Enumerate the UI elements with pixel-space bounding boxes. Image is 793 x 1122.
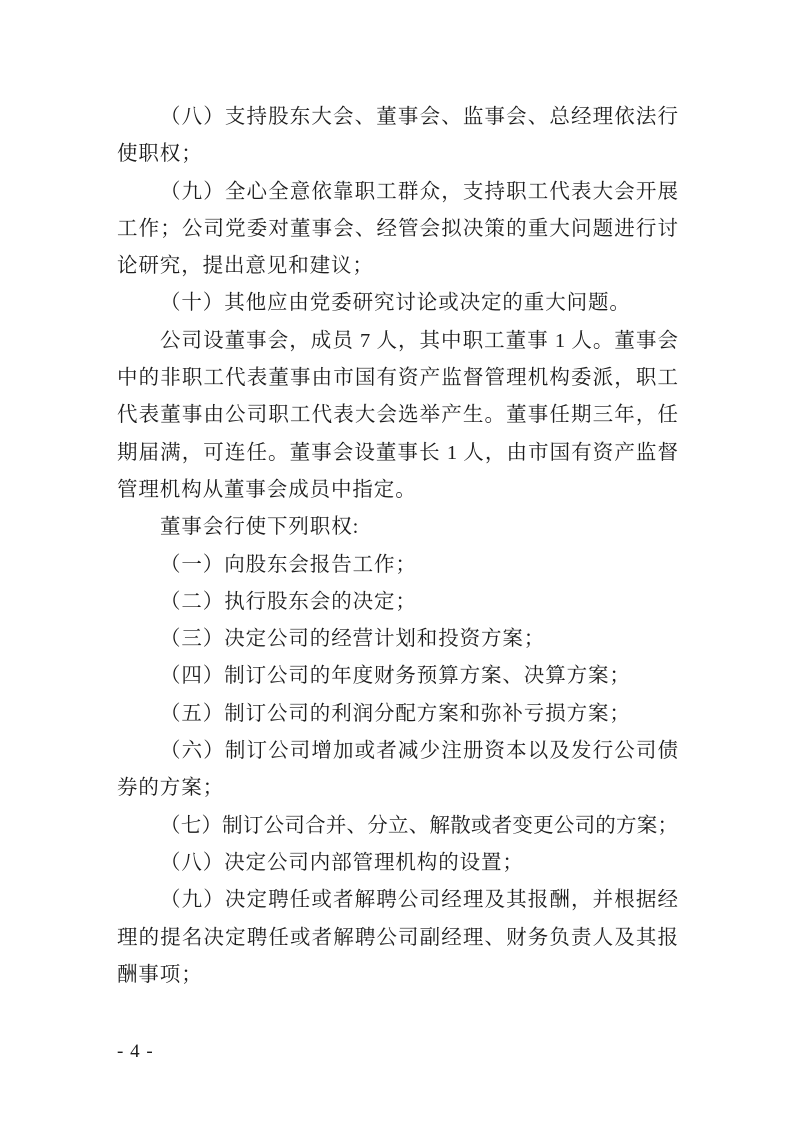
text-line: （八）支持股东大会、董事会、监事会、总经理依法行 xyxy=(160,106,678,128)
text-line: 代表董事由公司职工代表大会选举产生。董事任期三年，任 xyxy=(117,404,678,427)
text-block xyxy=(117,99,678,994)
text-line: （七）制订公司合并、分立、解散或者变更公司的方案； xyxy=(160,814,678,837)
text-line: （五）制订公司的利润分配方案和弥补亏损方案； xyxy=(160,702,631,725)
text-line: （十）其他应由党委研究讨论或决定的重大问题。 xyxy=(160,292,631,315)
text-line: （二）执行股东会的决定； xyxy=(160,590,417,613)
text-line: （九）全心全意依靠职工群众，支持职工代表大会开展 xyxy=(160,180,678,203)
text-line: 公司设董事会，成员 7 人，其中职工董事 1 人。董事会 xyxy=(160,329,678,352)
text-line: 使职权； xyxy=(117,143,203,166)
text-line: 券的方案； xyxy=(117,777,224,800)
text-line: 理的提名决定聘任或者解聘公司副经理、财务负责人及其报 xyxy=(117,926,678,949)
text-line: （一）向股东会报告工作； xyxy=(160,553,417,576)
page-number: - 4 - xyxy=(117,1041,154,1062)
text-line: （八）决定公司内部管理机构的设置； xyxy=(160,851,524,874)
text-line: （三）决定公司的经营计划和投资方案； xyxy=(160,628,546,651)
text-line: （四）制订公司的年度财务预算方案、决算方案； xyxy=(160,665,631,688)
text-line: 工作；公司党委对董事会、经管会拟决策的重大问题进行讨 xyxy=(117,217,678,240)
text-line: （九）决定聘任或者解聘公司经理及其报酬，并根据经 xyxy=(160,889,678,912)
text-line: 董事会行使下列职权: xyxy=(160,516,360,539)
text-line: 论研究，提出意见和建议； xyxy=(117,255,374,278)
text-line: 中的非职工代表董事由市国有资产监督管理机构委派，职工 xyxy=(117,367,678,390)
text-line: 期届满，可连任。董事会设董事长 1 人，由市国有资产监督 xyxy=(117,441,678,464)
text-line: 酬事项； xyxy=(117,963,203,986)
text-line: 管理机构从董事会成员中指定。 xyxy=(117,478,417,501)
text-line: （六）制订公司增加或者减少注册资本以及发行公司债 xyxy=(160,740,678,763)
